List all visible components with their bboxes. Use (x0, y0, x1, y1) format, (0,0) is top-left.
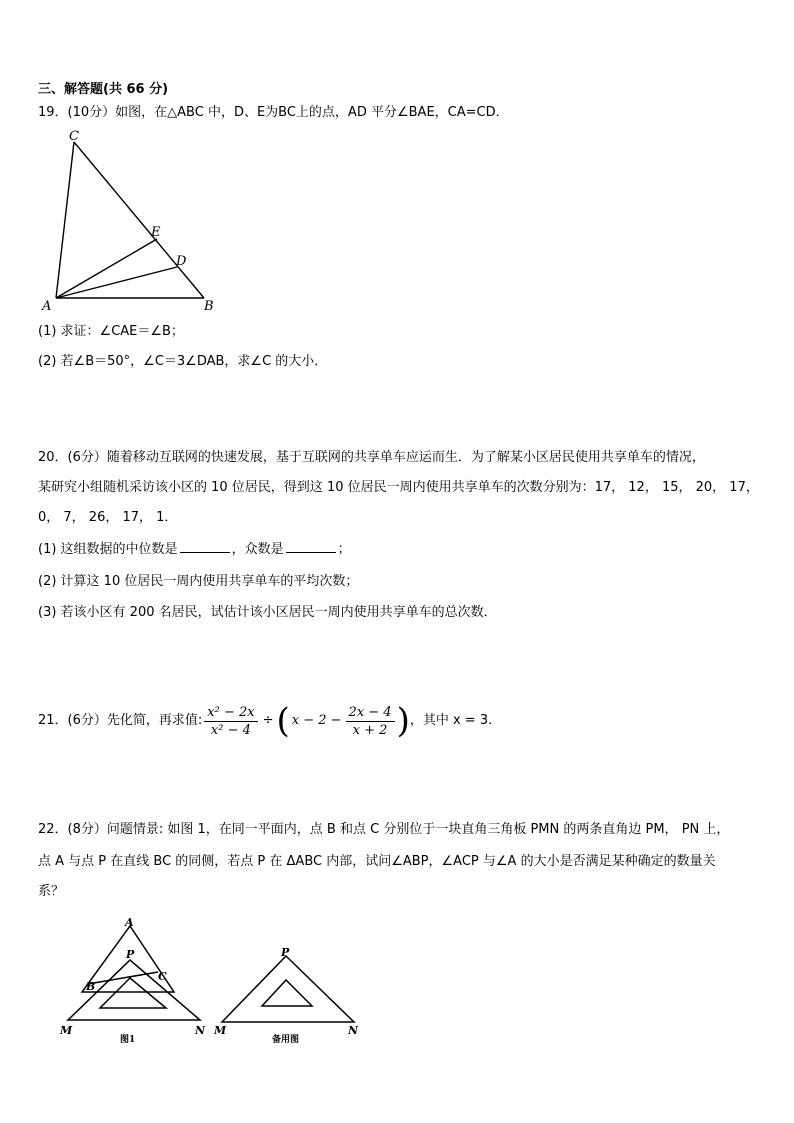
q21-frac2-numerator: 2x − 4 (346, 705, 395, 722)
q21-frac2-denominator: x + 2 (352, 722, 388, 738)
section-title: 三、解答题(共 66 分) (38, 82, 169, 97)
fig1-label-a: A (125, 916, 134, 929)
label-a: A (42, 299, 52, 314)
q22-line3: 系？ (38, 884, 65, 899)
label-c: C (69, 129, 79, 144)
q21-fraction-2 (346, 705, 395, 738)
label-d: D (176, 254, 187, 269)
q21-paren-open: ( (276, 701, 290, 741)
fig1-label-n: N (195, 1024, 206, 1037)
median-blank[interactable] (180, 540, 230, 553)
side-cb (74, 142, 204, 298)
q20-part2: (2) 计算这 10 位居民一周内使用共享单车的平均次数； (38, 574, 359, 589)
q21-prefix: 21．(6分）先化简，再求值: (38, 713, 203, 728)
q21-suffix: ，其中 x = 3． (409, 713, 502, 728)
q22-backup-figure (210, 940, 370, 1050)
label-b: B (204, 299, 214, 314)
q20-stem-line2: 某研究小组随机采访该小区的 10 位居民，得到这 10 位居民一周内使用共享单车的次数分别为：17， 12， 15， 20， 17， (38, 480, 759, 495)
q21-frac1-denominator: x² − 4 (210, 722, 251, 738)
q22-figure-1 (56, 912, 216, 1047)
q20-stem-line3: 0， 7， 26， 17， 1． (38, 510, 178, 525)
q20-stem-line1: 20．(6分）随着移动互联网的快速发展，基于互联网的共享单车应运而生．为了解某小区居民使用共享单车的情况， (38, 450, 705, 465)
fig2-caption: 备用图 (272, 1035, 300, 1045)
backup-triangle-outer (222, 956, 354, 1022)
segment-bc (88, 972, 158, 984)
q21-fraction-1 (204, 705, 257, 738)
fig1-caption: 图1 (120, 1035, 136, 1045)
q20-part1-text-a: (1) 这组数据的中位数是 (38, 542, 178, 557)
q21-inner-expression: x − 2 − (291, 713, 342, 728)
q20-part3: (3) 若该小区有 200 名居民，试估计该小区居民一周内使用共享单车的总次数． (38, 605, 497, 620)
fig1-label-m: M (60, 1024, 73, 1037)
q21-paren-close: ) (396, 701, 410, 741)
q19-part2: (2) 若∠B＝50°，∠C＝3∠DAB，求∠C 的大小． (38, 354, 328, 369)
q22-line2: 点 A 与点 P 在直线 BC 的同侧，若点 P 在 ΔABC 内部，试问∠ABP，∠ACP 与∠A 的大小是否满足某种确定的数量关 (38, 854, 716, 869)
q21-line (38, 696, 501, 746)
q22-line1: 22．(8分）问题情景: 如图 1，在同一平面内，点 B 和点 C 分别位于一块直角三角板 PMN 的两条直角边 PM， PN 上， (38, 822, 730, 837)
q19-part1: (1) 求证：∠CAE＝∠B； (38, 324, 184, 339)
q19-stem: 19．(10分）如图，在△ABC 中，D、E为BC上的点，AD 平分∠BAE，CA=CD． (38, 105, 509, 120)
backup-triangle-inner (262, 980, 312, 1006)
fig1-label-c: C (158, 970, 167, 983)
q21-frac1-numerator: x² − 2x (204, 705, 257, 722)
label-e: E (151, 225, 161, 240)
q20-part1 (38, 540, 351, 560)
q20-part1-text-c: ； (337, 542, 351, 557)
segment-ae (56, 239, 157, 298)
q19-triangle-figure (38, 128, 218, 318)
q21-divide-sign: ÷ (262, 713, 274, 728)
q20-part1-text-b: ，众数是 (231, 542, 284, 557)
fig2-label-m: M (214, 1024, 227, 1037)
fig1-label-p: P (126, 948, 135, 961)
fig2-label-n: N (348, 1024, 359, 1037)
fig2-label-p: P (281, 946, 290, 959)
fig1-label-b: B (86, 980, 96, 993)
segment-ad (56, 267, 177, 298)
side-ac (56, 142, 74, 298)
mode-blank[interactable] (286, 540, 336, 553)
